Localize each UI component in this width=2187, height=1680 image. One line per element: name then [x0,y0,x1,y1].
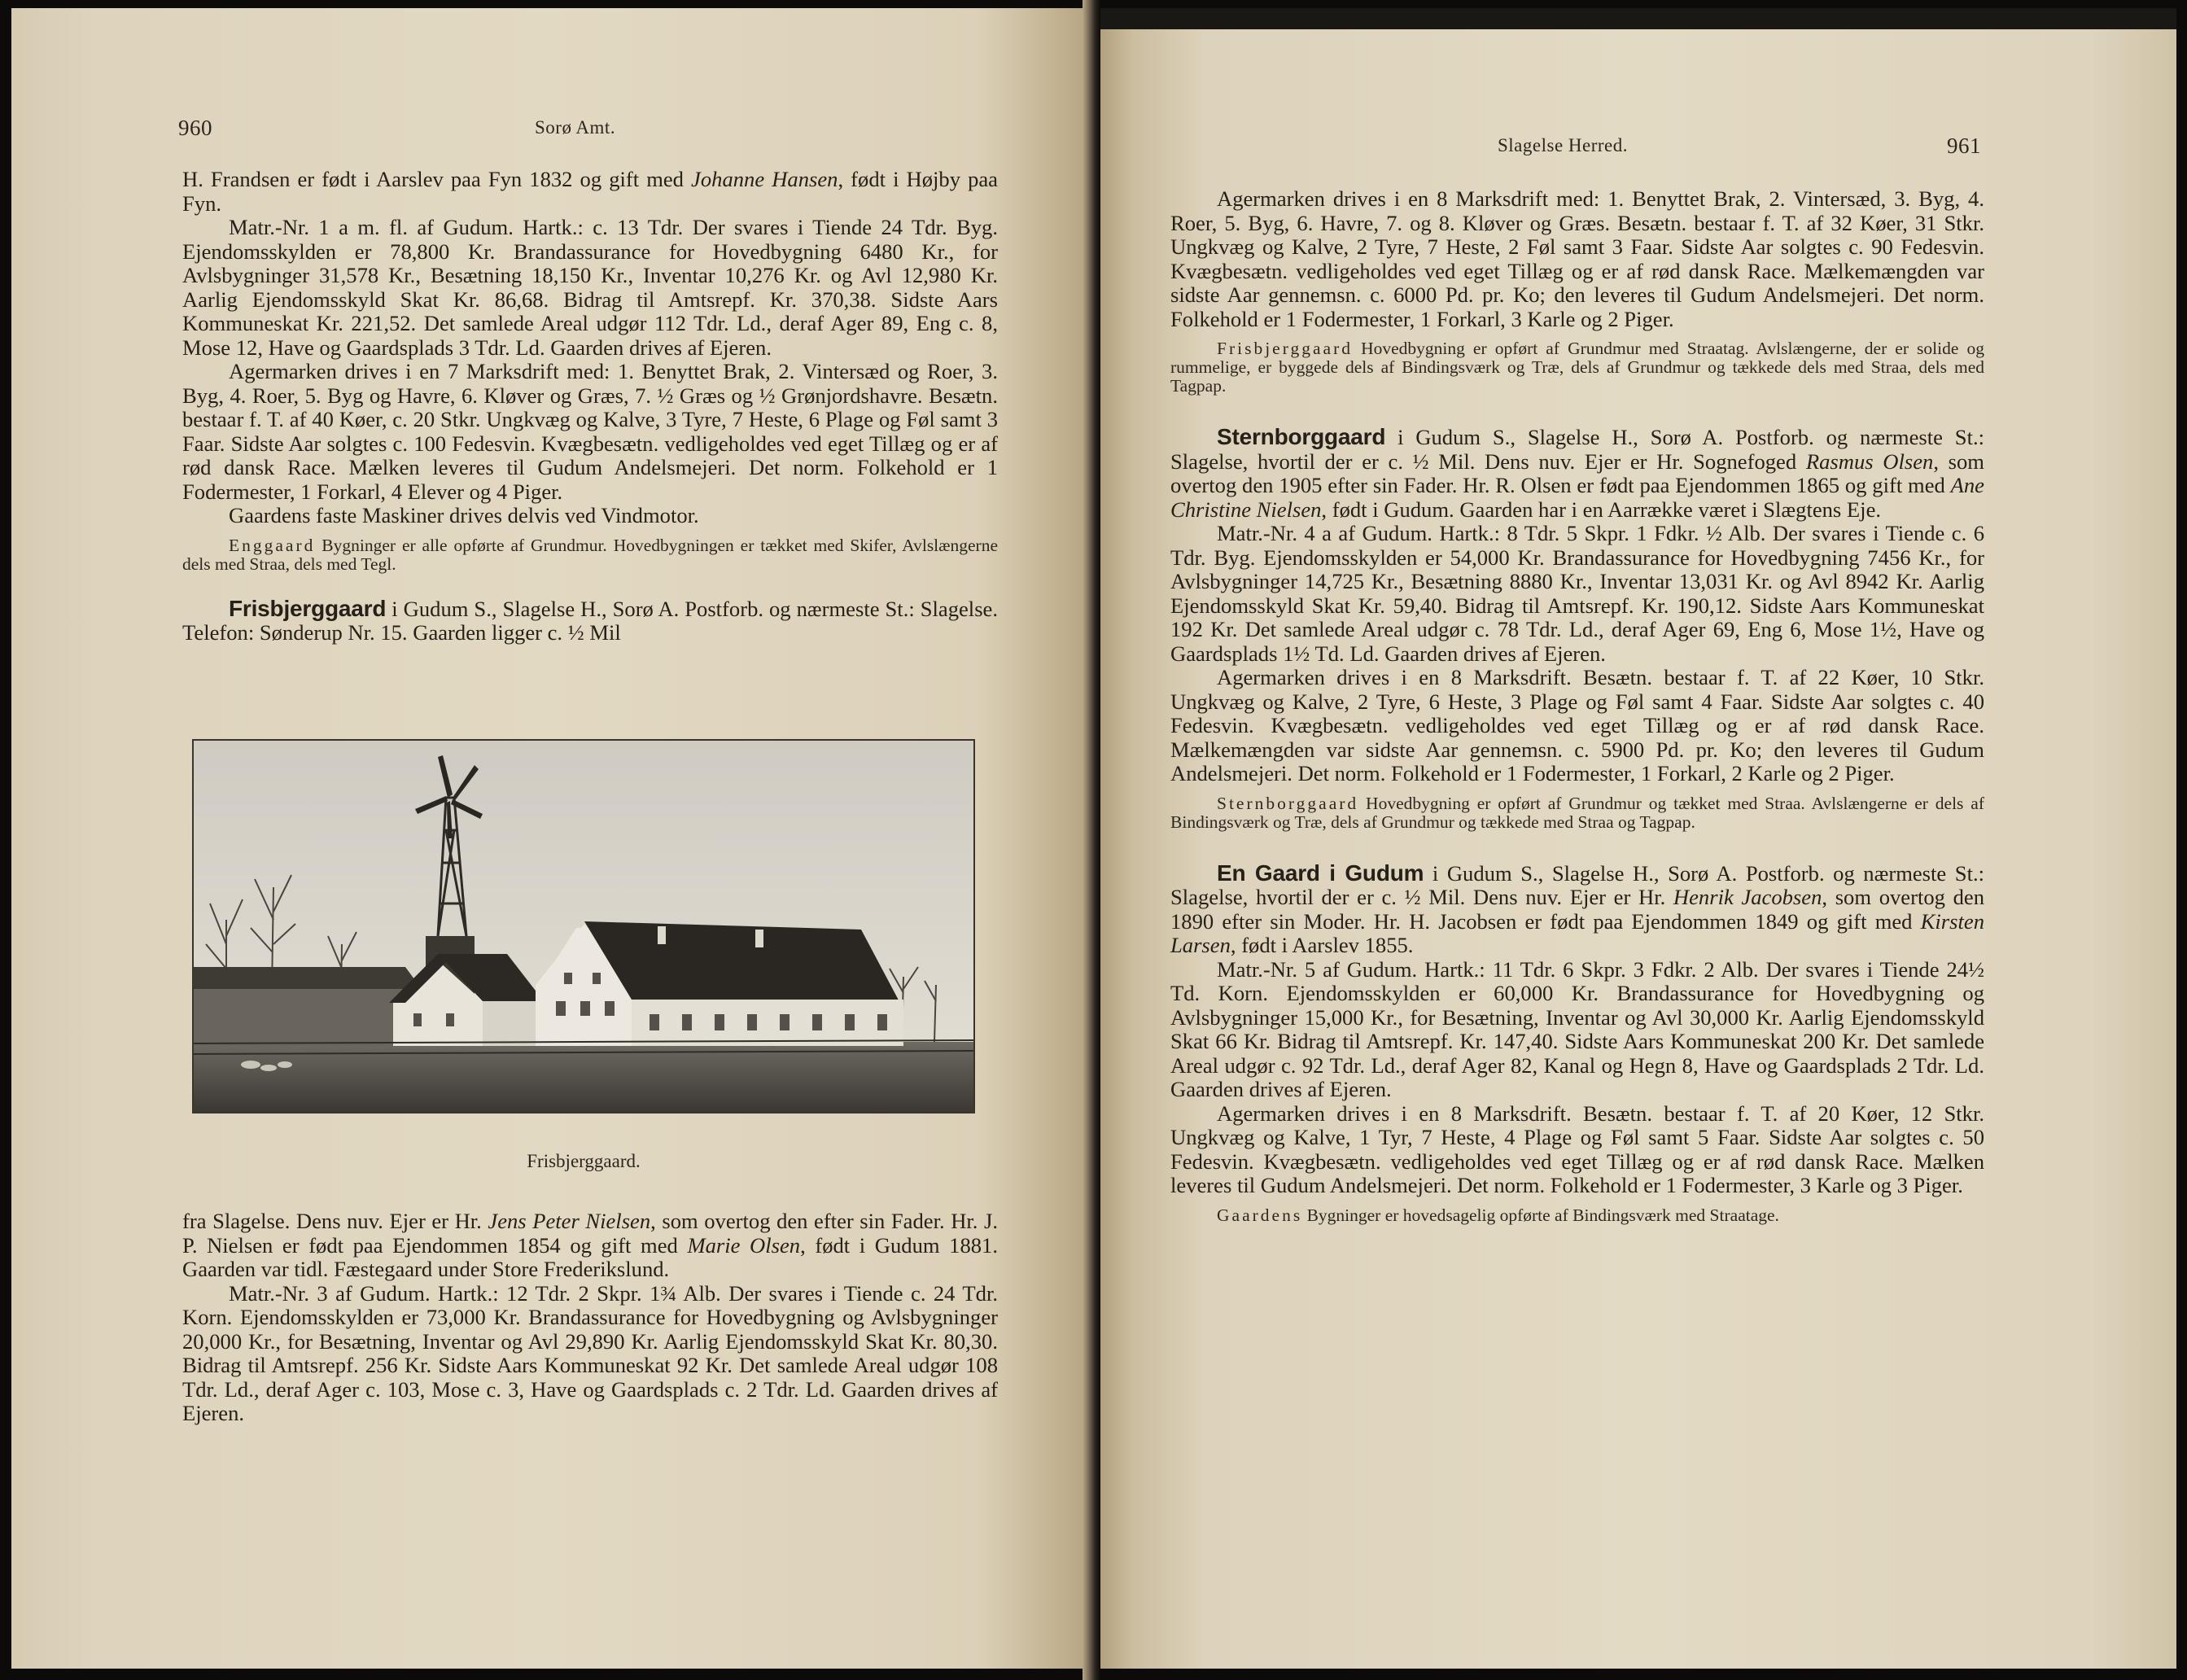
right-column [1170,187,1984,1228]
paragraph: H. Frandsen er født i Aarslev paa Fyn 1832 og gift med Johanne Hansen, født i Højby paa Fyn. [182,167,998,216]
paragraph: Agermarken drives i en 8 Marksdrift. Besætn. bestaar f. T. af 22 Køer, 10 Stkr. Ungkvæg og Kalve, 2 Tyre, 6 Heste, 3 Plage og Føl samt 4 Faar. Sidste Aar solgtes c. 40 Fedesvin. Kvægbesætn. vedligeholdes ved eget Tillæg og er af rød dansk Race. Mælkemængden var sidste Aar gennemsn. c. 5900 Pd. pr. Ko; den leveres til Gudum Andelsmejeri. Det norm. Folkehold er 1 Fodermester, 1 Forkarl, 2 Karle og 2 Piger. [1170,665,1984,785]
person-name: Henrik Jacobsen [1673,885,1822,909]
paragraph: Matr.-Nr. 5 af Gudum. Hartk.: 11 Tdr. 6 Skpr. 3 Fdkr. 2 Alb. Der svares i Tiende 24½ Td. Korn. Ejendomsskylden er 60,000 Kr. Brandassurance for Hovedbygning og Avlsbygninger 15,000 Kr., for Besætning, Inventar og Avl 30,000 Kr. Aarlig Ejendomsskyld Skat 66 Kr. Bidrag til Amtsrepf. Kr. 147,40. Sidste Aars Kommuneskat 200 Kr. Det samlede Areal udgør c. 92 Tdr. Ld., deraf Ager 82, Kanal og Hegn 8, Have og Gaardsplads 2 Tdr. Ld. Gaarden drives af Ejeren. [1170,956,1984,1101]
right-page [1100,8,2176,1669]
entry-title: Frisbjerggaard [229,595,387,621]
building-note: Enggaard Bygninger er alle opførte af Grundmur. Hovedbygningen er tækket med Skifer, Avlslængerne dels med Straa, dels med Tegl. [182,535,998,574]
frisbjerggaard-photo-icon [194,741,973,1112]
building-note: Gaardens Bygninger er hovedsagelig opførte af Bindingsværk med Straatage. [1217,1205,1779,1225]
book-spine [1083,0,1100,1680]
paragraph: Agermarken drives i en 7 Marksdrift med: 1. Benyttet Brak, 2. Vintersæd og Roer, 3. Byg, 4. Roer, 5. Byg og Havre, 6. Kløver og Græs, 7. ½ Græs og ½ Grønjordshavre. Besætn. bestaar f. T. af 40 Køer, c. 20 Stkr. Ungkvæg og Kalve, 3 Tyre, 7 Heste, 6 Plage og Føl samt 3 Faar. Sidste Aar solgtes c. 100 Fedesvin. Kvægbesætn. vedligeholdes ved eget Tillæg og er af rød dansk Race. Mælken leveres til Gudum Andelsmejeri. Det norm. Folkehold er 1 Fodermester, 1 Forkarl, 4 Elever og 4 Piger. [182,359,998,504]
entry-en-gaard-i-gudum: En Gaard i Gudum i Gudum S., Slagelse H., Sorø A. Postforb. og nærmeste St.: Slagelse, hvortil der er c. ½ Mil. Dens nuv. Ejer er Hr. Henrik Jacobsen, som overtog den 1890 efter sin Moder. Hr. H. Jacobsen er født paa Ejendommen 1849 og gift med Kirsten Larsen, født i Aarslev 1855. [1170,860,1985,957]
paragraph: Matr.-Nr. 3 af Gudum. Hartk.: 12 Tdr. 2 Skpr. 1¾ Alb. Der svares i Tiende c. 24 Tdr. Korn. Ejendomsskylden er 73,000 Kr. Brandassurance for Hovedbygning og Avlsbygninger 20,000 Kr., for Besætning, Inventar og Avl 29,890 Kr. Aarlig Ejendomsskyld Skat Kr. 80,30. Bidrag til Amtsrepf. 256 Kr. Sidste Aars Kommuneskat 92 Kr. Det samlede Areal udgør 108 Tdr. Ld., deraf Ager c. 103, Mose c. 3, Have og Gaardsplads c. 2 Tdr. Ld. Gaarden drives af Ejeren. [182,1280,998,1425]
building-note: Sternborggaard Hovedbygning er opført af Grundmur og tækket med Straa. Avlslængerne er dels af Bindingsværk og Træ, dels af Grundmur og tækkede med Straa og Tagpap. [1170,793,1984,832]
paragraph: Matr.-Nr. 1 a m. fl. af Gudum. Hartk.: c. 13 Tdr. Der svares i Tiende 24 Tdr. Byg. Ejendomsskylden er 78,800 Kr. Brandassurance for Hovedbygning 6480 Kr., for Avlsbygninger 31,578 Kr., Besætning 18,150 Kr., Inventar 10,276 Kr. og Avl 12,980 Kr. Aarlig Ejendomsskyld Skat Kr. 86,68. Bidrag til Amtsrepf. Kr. 370,38. Sidste Aars Kommuneskat Kr. 221,52. Det samlede Areal udgør 112 Tdr. Ld., deraf Ager 89, Eng c. 8, Mose 12, Have og Gaardsplads 3 Tdr. Ld. Gaarden drives af Ejeren. [182,215,998,360]
person-name: Jens Peter Nielsen [488,1209,651,1233]
left-column-top [182,168,998,645]
person-name: Marie Olsen [687,1232,801,1258]
photo-caption: Frisbjerggaard. [527,1151,641,1171]
paragraph: Gaardens faste Maskiner drives delvis ved Vindmotor. [229,503,699,527]
running-head: Sorø Amt. [535,117,616,138]
running-head: Slagelse Herred. [1498,135,1628,155]
paragraph: Matr.-Nr. 4 a af Gudum. Hartk.: 8 Tdr. 5 Skpr. 1 Fdkr. ½ Alb. Der svares i Tiende c. 6 Tdr. Byg. Ejendomsskylden er 54,000 Kr. Brandassurance for Hovedbygning 7456 Kr., for Avlsbygninger 14,725 Kr., Besætning 8880 Kr., Inventar 13,031 Kr. og Avl 8942 Kr. Aarlig Ejendomsskyld Skat Kr. 59,40. Bidrag til Amtsrepf. Kr. 190,12. Sidste Aars Kommuneskat 192 Kr. Det samlede Areal udgør c. 78 Tdr. Ld., deraf Ager 69, Eng 6, Mose 1½, Have og Gaardsplads 1½ Td. Ld. Gaarden drives af Ejeren. [1170,521,1984,666]
page-number: 961 [1947,133,1981,158]
left-page [11,8,1083,1669]
building-note: Frisbjerggaard Hovedbygning er opført af Grundmur med Straatag. Avlslængerne, der er solide og rummelige, er byggede dels af Bindingsværk og Træ, dels af Grundmur og tækkede dels med Straa, dels med Tagpap. [1170,339,1984,396]
farm-photo [192,739,975,1113]
person-name: Ane Christine Nielsen [1170,473,1984,522]
entry-title: Sternborggaard [1217,424,1386,449]
page-number: 960 [178,116,212,140]
left-column-bottom [182,1210,998,1426]
paragraph: Agermarken drives i en 8 Marksdrift med: 1. Benyttet Brak, 2. Vintersæd, 3. Byg, 4. Roer, 5. Byg, 6. Havre, 7. og 8. Kløver og Græs. Besætn. bestaar f. T. af 32 Køer, 31 Stkr. Ungkvæg og Kalve, 2 Tyre, 7 Heste, 2 Føl samt 3 Faar. Sidste Aar solgtes c. 90 Fedesvin. Kvægbesætn. vedligeholdes ved eget Tillæg og er af rød dansk Race. Mælkemængden var sidste Aar gennemsn. c. 6000 Pd. pr. Ko; den leveres til Gudum Andelsmejeri. Det norm. Folkehold er 1 Fodermester, 1 Forkarl, 3 Karle og 2 Piger. [1170,186,1984,331]
entry-frisbjerggaard: Frisbjerggaard i Gudum S., Slagelse H., Sorø A. Postforb. og nærmeste St.: Slagelse. Telefon: Sønderup Nr. 15. Gaarden ligger c. ½ Mil [182,595,998,645]
entry-title: En Gaard i Gudum [1217,860,1424,886]
person-name: Johanne Hansen [691,167,838,191]
person-name: Kirsten Larsen [1170,908,1984,957]
paragraph: fra Slagelse. Dens nuv. Ejer er Hr. Jens Peter Nielsen, som overtog den efter sin Fader. Hr. J. P. Nielsen er født paa Ejendommen 1854 og gift med Marie Olsen, født i Gudum 1881. Gaarden var tidl. Fæstegaard under Store Frederikslund. [182,1209,998,1281]
person-name: Rasmus Olsen [1805,448,1934,474]
paragraph: Agermarken drives i en 8 Marksdrift. Besætn. bestaar f. T. af 20 Køer, 12 Stkr. Ungkvæg og Kalve, 1 Tyr, 7 Heste, 4 Plage og Føl samt 5 Faar. Sidste Aar solgtes c. 50 Fedesvin. Kvægbesætn. vedligeholdes ved eget Tillæg og er af rød dansk Race. Mælken leveres til Gudum Andelsmejeri. Det norm. Folkehold er 1 Fodermester, 3 Karle og 3 Piger. [1170,1100,1984,1197]
entry-sternborggaard: Sternborggaard i Gudum S., Slagelse H., Sorø A. Postforb. og nærmeste St.: Slagelse, hvortil der er c. ½ Mil. Dens nuv. Ejer er Hr. Sognefoged Rasmus Olsen, som overtog den 1905 efter sin Fader. Hr. R. Olsen er født paa Ejendommen 1865 og gift med Ane Christine Nielsen, født i Gudum. Gaarden har i en Aarrække været i Slægtens Eje. [1170,424,1984,522]
